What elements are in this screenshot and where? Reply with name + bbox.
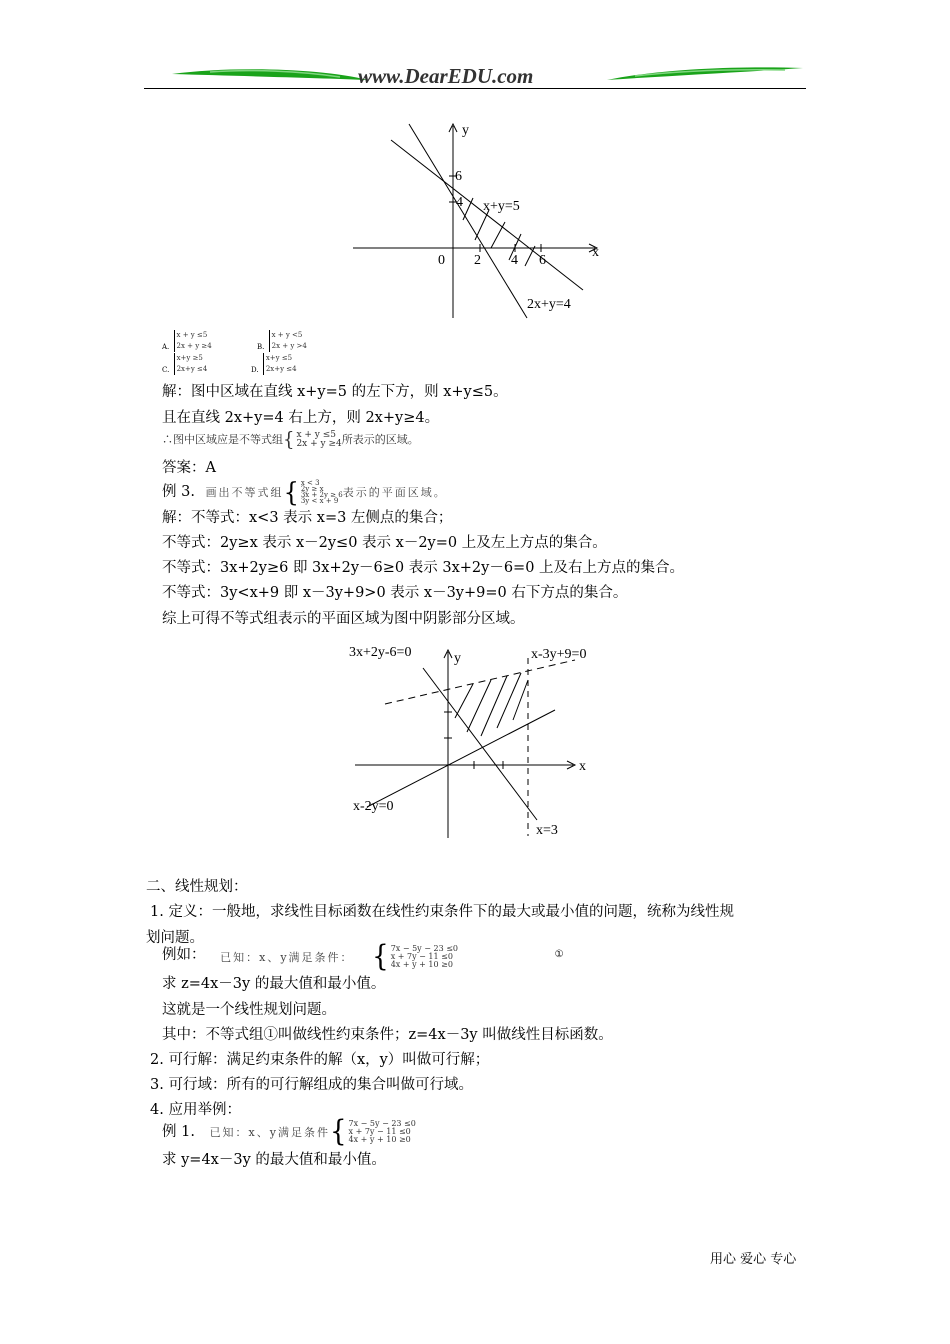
- section2-ex-where: 其中：不等式组①叫做线性约束条件；z=4x－3y 叫做线性目标函数。: [162, 1027, 613, 1043]
- section2-def-line1: 1. 定义：一般地，求线性目标函数在线性约束条件下的最大或最小值的问题，统称为线性规: [150, 904, 734, 920]
- graph1-tick-y6-label: 6: [455, 169, 462, 184]
- section2-ex-known: 已知：x、y满足条件：: [220, 951, 354, 964]
- graph1-x-label: x: [592, 245, 599, 260]
- solution1-line3-row2: 2x + y ≥4: [296, 439, 342, 449]
- section2-example: 例如： 已知：x、y满足条件： { 7x − 5y − 23 ≤0 x + 7y − 11 ≤0 4x + y + 10 ≥0 ①: [162, 940, 564, 974]
- graph-1: [345, 118, 625, 328]
- solution1-line3: ∴图中区域应是不等式组 { x + y ≤5 2x + y ≥4 所表示的区域。: [162, 427, 419, 451]
- choice-d-letter: D.: [251, 366, 259, 374]
- example3-statement: 例 3. 画出不等式组 { x < 3 2y ≥ x 3x + 2y ≥ 6 3y < x + 9 表示的平面区域。: [162, 476, 447, 508]
- example3-row1: x < 3: [300, 479, 320, 487]
- graph1-line2-label: 2x+y=4: [527, 297, 571, 312]
- example3-sol2: 不等式：2y≥x 表示 x－2y≤0 表示 x－2y=0 上及左上方点的集合。: [162, 535, 607, 551]
- solution1-answer: 答案：A: [162, 460, 216, 476]
- section2-ex-prefix: 例如：: [162, 947, 206, 963]
- graph1-line1-label: x+y=5: [483, 199, 520, 214]
- example3-sol5: 综上可得不等式组表示的平面区域为图中阴影部分区域。: [162, 611, 525, 627]
- graph1-line-2x-plus-y-4: [409, 124, 527, 318]
- choice-a-row1: x + y ≤5: [176, 331, 208, 339]
- section2-ex1-row2: x + 7y − 11 ≤0: [348, 1127, 411, 1136]
- header-banner: [140, 62, 810, 92]
- choice-c-row1: x+y ≥5: [176, 354, 203, 362]
- choice-c-letter: C.: [162, 366, 170, 374]
- choice-b: [257, 330, 307, 352]
- site-logo-text: www.DearEDU.com: [358, 64, 534, 88]
- choice-c: [162, 353, 207, 375]
- example3-sol3: 不等式：3x+2y≥6 即 3x+2y－6≥0 表示 3x+2y－6=0 上及右上方点的集合。: [162, 560, 685, 576]
- graph2-line-x-2y-0: [367, 710, 555, 807]
- section2-p2: 2. 可行解：满足约束条件的解（x，y）叫做可行解；: [150, 1052, 490, 1068]
- section2-ex1-label: 例 1.: [162, 1124, 195, 1140]
- graph2-y-label: y: [454, 651, 461, 666]
- graph2-line-b-label: x-3y+9=0: [531, 647, 587, 662]
- solution1-line2: 且在直线 2x+y=4 右上方，则 2x+y≥4。: [162, 410, 440, 426]
- graph-2: [345, 640, 635, 840]
- choice-a: [162, 330, 212, 352]
- section2-ex-question: 求 z=4x－3y 的最大值和最小值。: [162, 976, 386, 992]
- section2-ex-row2: x + 7y − 11 ≤0: [390, 952, 453, 961]
- choice-b-letter: B.: [257, 343, 265, 351]
- example3-row4: 3y < x + 9: [300, 497, 339, 505]
- graph2-line-a-label: 3x+2y-6=0: [349, 645, 412, 660]
- example3-suffix: 表示的平面区域。: [342, 486, 447, 499]
- section2-ex-note: 这就是一个线性规划问题。: [162, 1002, 336, 1018]
- section2-def-line2: 划问题。: [146, 930, 204, 946]
- choice-d: [251, 353, 297, 375]
- example3-row3: 3x + 2y ≥ 6: [300, 491, 343, 499]
- header-rule: [144, 88, 806, 89]
- graph1-tick-x2-label: 2: [474, 253, 481, 268]
- example3-row2: 2y ≥ x: [300, 485, 324, 493]
- section2-ex-row3: 4x + y + 10 ≥0: [390, 960, 453, 969]
- section2-example1: 例 1. 已知：x、y满足条件 { 7x − 5y − 23 ≤0 x + 7y − 11 ≤0 4x + y + 10 ≥0: [162, 1115, 416, 1149]
- section2-p4: 4. 应用举例：: [150, 1102, 241, 1118]
- solution1-line3-row1: x + y ≤5: [296, 430, 337, 440]
- graph2-line-c-label: x-2y=0: [353, 799, 394, 814]
- graph2-line-d-label: x=3: [536, 823, 558, 838]
- example3-sol4: 不等式：3y<x+9 即 x－3y+9>0 表示 x－3y+9=0 右下方点的集合。: [162, 585, 628, 601]
- example3-sol1: 解：不等式：x<3 表示 x=3 左侧点的集合；: [162, 510, 453, 526]
- solution1-line3-suffix: 所表示的区域。: [341, 433, 419, 446]
- graph2-hatching: [455, 673, 528, 736]
- section2-p3: 3. 可行域：所有的可行解组成的集合叫做可行域。: [150, 1077, 473, 1093]
- graph2-x-label: x: [579, 759, 586, 774]
- section2-ex1-row3: 4x + y + 10 ≥0: [348, 1135, 411, 1144]
- choice-d-row1: x+y ≤5: [265, 354, 293, 362]
- section2-ex1-row1: 7x − 5y − 23 ≤0: [348, 1119, 416, 1128]
- graph1-tick-y4-label: 4: [456, 195, 463, 210]
- footer-slogan: 用心 爱心 专心: [710, 1252, 797, 1267]
- graph2-line-3x-2y-6: [423, 668, 537, 820]
- graph2-line-x-3y-9: [385, 660, 575, 704]
- choice-a-letter: A.: [162, 343, 170, 351]
- section2-ex1-question: 求 y=4x－3y 的最大值和最小值。: [162, 1152, 386, 1168]
- section2-ex-row1: 7x − 5y − 23 ≤0: [390, 944, 458, 953]
- section2-ex1-known: 已知：x、y满足条件: [209, 1126, 330, 1139]
- section2-title: 二、线性规划：: [146, 879, 248, 895]
- choice-d-row2: 2x+y ≤4: [265, 365, 297, 373]
- example3-prefix: 画出不等式组: [205, 486, 284, 499]
- graph1-tick-x6-label: 6: [539, 253, 546, 268]
- graph1-origin-label: 0: [438, 253, 445, 268]
- graph1-y-label: y: [462, 123, 469, 138]
- choice-c-row2: 2x+y ≤4: [176, 365, 208, 373]
- choice-a-row2: 2x + y ≥4: [176, 342, 212, 350]
- section2-ex-mark: ①: [554, 949, 564, 960]
- example3-label: 例 3.: [162, 484, 195, 500]
- graph1-tick-x4-label: 4: [511, 253, 518, 268]
- choice-b-row1: x + y <5: [271, 331, 303, 339]
- solution1-line1: 解：图中区域在直线 x+y=5 的左下方，则 x+y≤5。: [162, 384, 508, 400]
- solution1-line3-prefix: ∴图中区域应是不等式组: [162, 433, 283, 446]
- choice-b-row2: 2x + y >4: [271, 342, 307, 350]
